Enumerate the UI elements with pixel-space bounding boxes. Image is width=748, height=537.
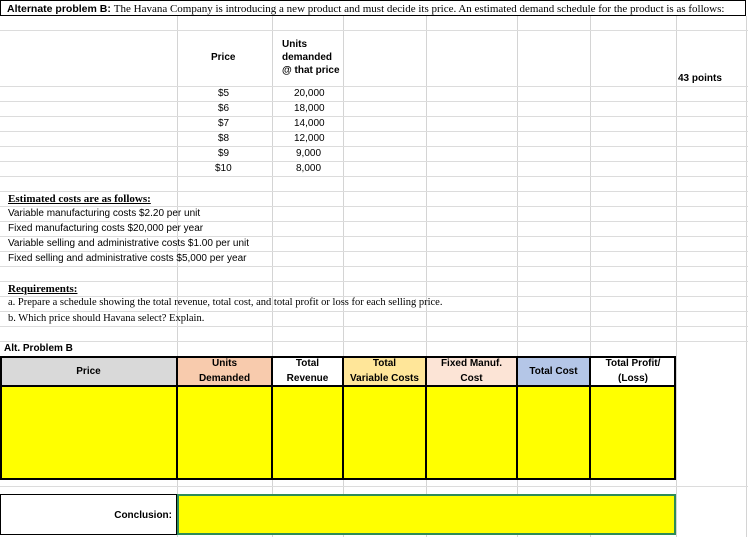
units-header-line1: Units bbox=[282, 39, 307, 50]
grid-hline bbox=[0, 86, 748, 87]
demand-price: $10 bbox=[215, 163, 232, 174]
grid-hline bbox=[0, 326, 748, 327]
col-header-line2: Total Cost bbox=[529, 365, 578, 377]
col-header-line1: Total bbox=[372, 358, 397, 369]
demand-price: $7 bbox=[218, 118, 230, 129]
grid-hline bbox=[0, 191, 748, 192]
col-header-line1: Fixed Manuf. bbox=[440, 358, 503, 369]
grid-hline bbox=[0, 266, 748, 267]
answer-cell-total-profit-loss[interactable] bbox=[590, 386, 676, 479]
grid-hline bbox=[0, 251, 748, 252]
demand-units: 14,000 bbox=[294, 118, 325, 129]
requirement-b: b. Which price should Havana select? Explain. bbox=[8, 313, 205, 324]
demand-units: 9,000 bbox=[296, 148, 322, 159]
grid-hline bbox=[0, 236, 748, 237]
col-header-line2: (Loss) bbox=[618, 373, 648, 384]
grid-hline bbox=[0, 176, 748, 177]
grid-hline bbox=[0, 206, 748, 207]
col-header-line2: Variable Costs bbox=[350, 373, 419, 384]
conclusion-input[interactable] bbox=[177, 494, 676, 535]
col-header-total-profit-loss bbox=[590, 356, 676, 386]
demand-price: $9 bbox=[218, 148, 230, 159]
units-header-line2: demanded bbox=[282, 52, 333, 63]
costs-heading: Estimated costs are as follows: bbox=[8, 193, 151, 205]
col-header-total-variable-costs bbox=[343, 356, 426, 386]
grid-hline bbox=[0, 161, 748, 162]
col-header-fixed-manuf-cost bbox=[426, 356, 517, 386]
grid-vline bbox=[676, 16, 677, 537]
grid-hline bbox=[0, 486, 748, 487]
answer-cell-total-cost[interactable] bbox=[517, 386, 590, 479]
cost-line: Fixed manufacturing costs $20,000 per year bbox=[8, 223, 204, 234]
price-header: Price bbox=[211, 52, 236, 63]
units-header-line3: @ that price bbox=[282, 65, 340, 76]
demand-units: 20,000 bbox=[294, 88, 325, 99]
grid-hline bbox=[0, 101, 748, 102]
answer-cell-price[interactable] bbox=[0, 386, 177, 479]
requirements-heading: Requirements: bbox=[8, 283, 78, 295]
answer-cell-total-variable-costs[interactable] bbox=[343, 386, 426, 479]
grid-hline bbox=[0, 341, 748, 342]
grid-hline bbox=[0, 146, 748, 147]
demand-units: 12,000 bbox=[294, 133, 325, 144]
col-header-line1: Units bbox=[212, 358, 237, 369]
answer-cell-units-demanded[interactable] bbox=[177, 386, 272, 479]
col-header-line1: Total bbox=[295, 358, 320, 369]
problem-text: The Havana Company is introducing a new product and must decide its price. An estimated demand schedule for the product is as follows: bbox=[113, 3, 725, 15]
col-header-line2: Price bbox=[76, 365, 101, 377]
answer-cell-total-revenue[interactable] bbox=[272, 386, 343, 479]
col-header-line2: Demanded bbox=[198, 373, 251, 384]
table-label: Alt. Problem B bbox=[4, 343, 73, 354]
col-header-line1: Total Profit/ bbox=[605, 358, 661, 369]
conclusion-label: Conclusion: bbox=[0, 494, 177, 535]
col-header-total-revenue bbox=[272, 356, 343, 386]
grid-hline bbox=[0, 131, 748, 132]
grid-hline bbox=[0, 311, 748, 312]
grid-hline bbox=[0, 30, 748, 31]
problem-title bbox=[0, 0, 746, 16]
col-header-price bbox=[0, 356, 177, 386]
col-header-total-cost bbox=[517, 356, 590, 386]
demand-price: $6 bbox=[218, 103, 230, 114]
demand-price: $8 bbox=[218, 133, 230, 144]
demand-price: $5 bbox=[218, 88, 230, 99]
cost-line: Fixed selling and administrative costs $5,000 per year bbox=[8, 253, 247, 264]
points-label: 43 points bbox=[678, 73, 722, 84]
col-header-units-demanded bbox=[177, 356, 272, 386]
grid-vline bbox=[746, 16, 747, 537]
grid-hline bbox=[0, 116, 748, 117]
col-header-line2: Cost bbox=[460, 373, 483, 384]
grid-hline bbox=[0, 281, 748, 282]
grid-hline bbox=[0, 221, 748, 222]
cost-line: Variable manufacturing costs $2.20 per unit bbox=[8, 208, 201, 219]
answer-cell-fixed-manuf-cost[interactable] bbox=[426, 386, 517, 479]
col-header-line2: Revenue bbox=[286, 373, 329, 384]
cost-line: Variable selling and administrative costs $1.00 per unit bbox=[8, 238, 250, 249]
problem-label: Alternate problem B: bbox=[7, 3, 111, 15]
demand-units: 8,000 bbox=[296, 163, 322, 174]
requirement-a: a. Prepare a schedule showing the total revenue, total cost, and total profit or loss for each selling price. bbox=[8, 297, 443, 308]
demand-units: 18,000 bbox=[294, 103, 325, 114]
